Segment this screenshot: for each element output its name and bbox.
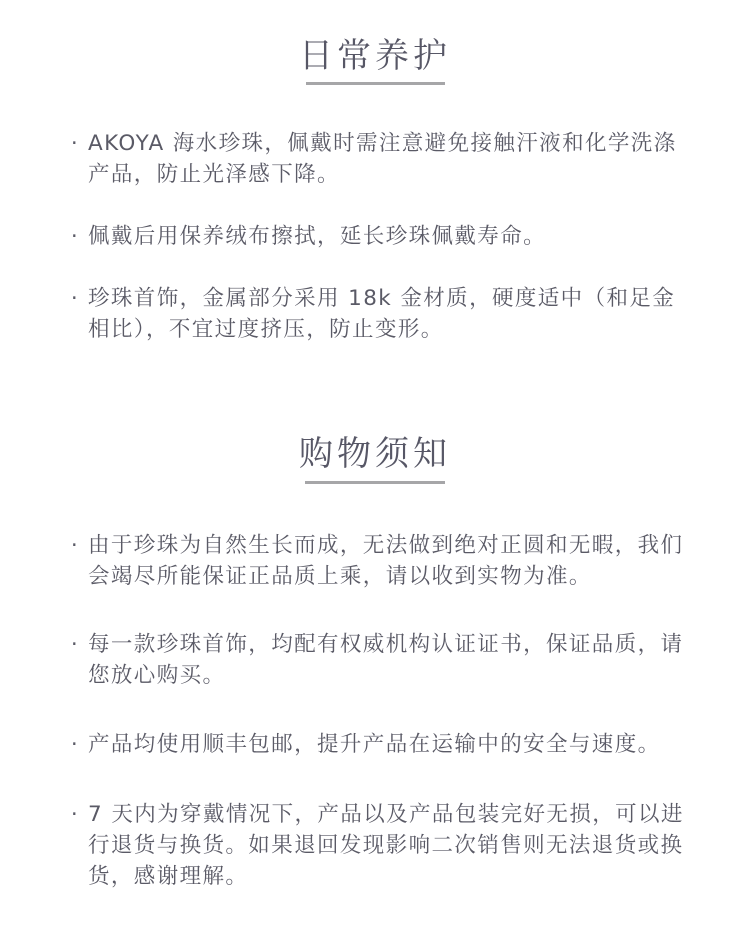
list-item	[66, 530, 706, 592]
list-item-text: 佩戴后用保养绒布擦拭，延长珍珠佩戴寿命。	[88, 224, 547, 249]
list-item	[66, 128, 706, 190]
section-title-daily-care	[0, 36, 750, 76]
list-item	[66, 799, 706, 892]
bullet-dot: ·	[70, 533, 80, 558]
section-heading: 日常养护	[299, 36, 451, 76]
bullet-dot: ·	[70, 632, 80, 657]
heading-underline	[306, 82, 445, 85]
bullet-dot: ·	[70, 286, 80, 311]
bullet-dot: ·	[70, 732, 80, 757]
list-item-text: AKOYA 海水珍珠，佩戴时需注意避免接触汗液和化学洗涤产品，防止光泽感下降。	[88, 131, 677, 187]
list-item-text: 珍珠首饰，金属部分采用 18k 金材质，硬度适中（和足金相比），不宜过度挤压，防止变形。	[88, 286, 676, 342]
list-item	[66, 629, 706, 691]
list-item	[66, 729, 706, 760]
heading-underline	[305, 481, 445, 484]
bullet-dot: ·	[70, 131, 80, 156]
list-item	[66, 221, 706, 252]
list-item-text: 由于珍珠为自然生长而成，无法做到绝对正圆和无暇，我们会竭尽所能保证正品质上乘，请以收到实物为准。	[88, 533, 684, 589]
list-item-text: 产品均使用顺丰包邮，提升产品在运输中的安全与速度。	[88, 732, 661, 757]
bullet-dot: ·	[70, 802, 80, 827]
list-item-text: 7 天内为穿戴情况下，产品以及产品包装完好无损，可以进行退货与换货。如果退回发现影响二次销售则无法退货或换货，感谢理解。	[88, 802, 684, 889]
list-item-text: 每一款珍珠首饰，均配有权威机构认证证书，保证品质，请您放心购买。	[88, 632, 684, 688]
section-heading: 购物须知	[299, 434, 451, 474]
section-title-shopping-notice	[0, 434, 750, 474]
list-item	[66, 283, 706, 345]
bullet-dot: ·	[70, 224, 80, 249]
